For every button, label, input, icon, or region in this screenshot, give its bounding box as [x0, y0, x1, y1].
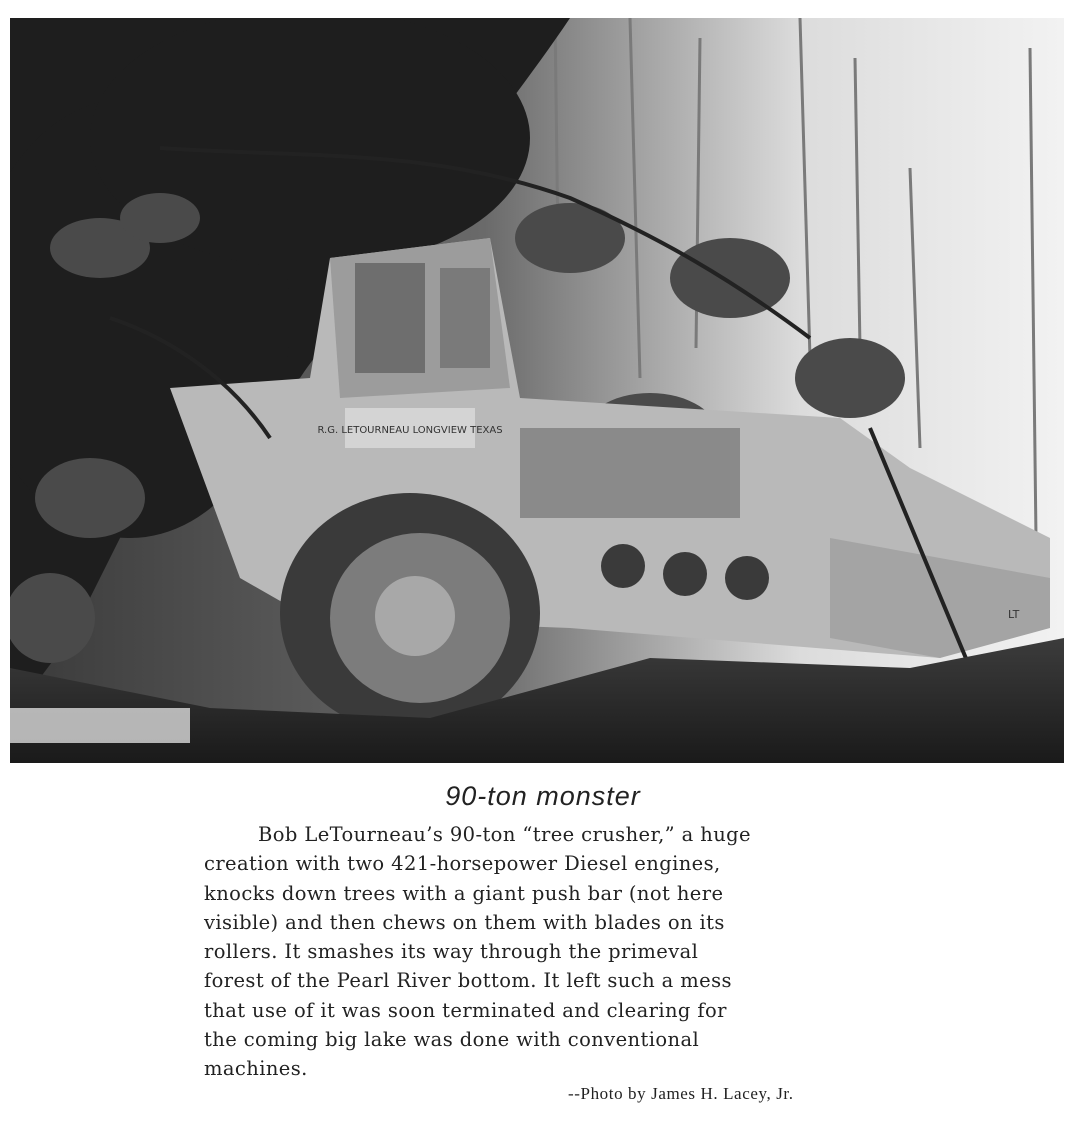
caption-line: Bob LeTourneau’s 90-ton “tree crusher,” a huge — [258, 823, 751, 846]
caption-line: machines. — [204, 1057, 308, 1081]
caption-line: knocks down trees with a giant push bar (not here — [204, 881, 724, 905]
photo-illustration — [10, 18, 1064, 763]
tree-crusher-photo — [10, 18, 1064, 763]
caption-body — [204, 820, 864, 1084]
side-mark: LT — [1008, 608, 1020, 621]
caption-line: the coming big lake was done with conventional — [204, 1028, 700, 1052]
caption-line: rollers. It smashes its way through the primeval — [204, 940, 699, 964]
machine-plate: R.G. LETOURNEAU LONGVIEW TEXAS — [317, 425, 503, 436]
fallen-log — [10, 708, 190, 743]
crusher-roller — [280, 493, 540, 733]
caption-line: that use of it was soon terminated and clearing for — [204, 998, 727, 1022]
caption-line: forest of the Pearl River bottom. It left such a mess — [204, 969, 732, 993]
caption-line: visible) and then chews on them with blades on its — [204, 910, 725, 934]
caption-line: creation with two 421-horsepower Diesel engines, — [204, 852, 721, 876]
caption-title: 90-ton monster — [445, 781, 641, 811]
photo-credit: --Photo by James H. Lacey, Jr. — [568, 1084, 794, 1103]
